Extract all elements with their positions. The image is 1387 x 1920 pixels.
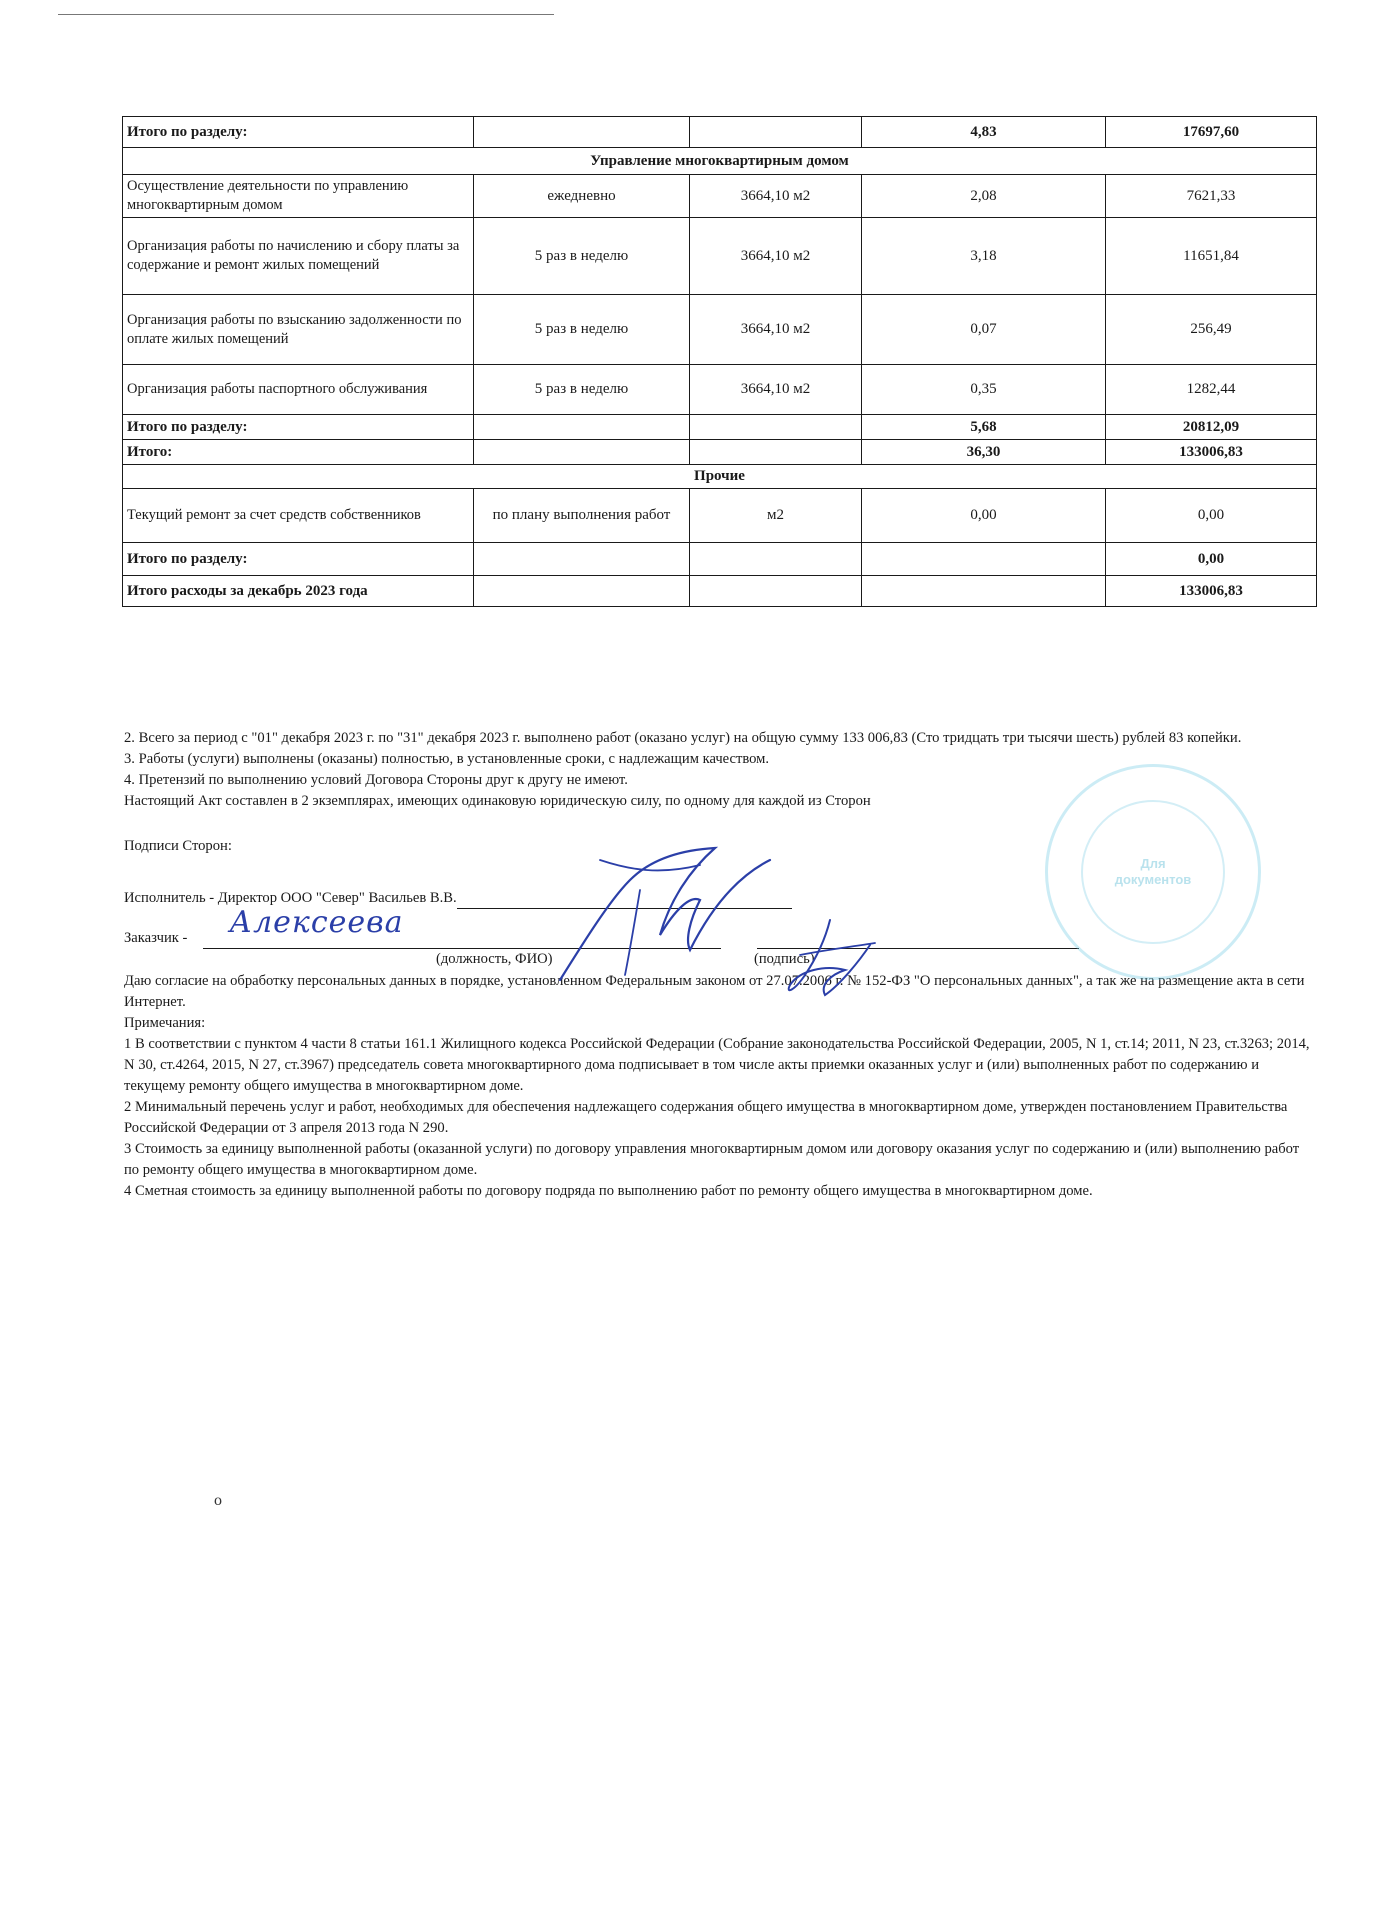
rate-cell [862,543,1106,576]
work-name-cell: Итого по разделу: [123,117,474,148]
note-2: 2 Минимальный перечень услуг и работ, необходимых для обеспечения надлежащего содержания общего имущества в многоквартирном доме, утвержден постановлением Правительства Российской Федерации от 3 апреля 2013 года N 290. [124,1099,1288,1136]
table-row [123,489,1317,543]
section-header-row [123,148,1317,175]
work-name-cell: Итого по разделу: [123,543,474,576]
area-cell [690,543,862,576]
section-title: Прочие [123,465,1317,489]
amount-cell: 1282,44 [1106,365,1317,415]
stamp-inner-ring [1081,800,1225,944]
customer-signature-icon [770,915,880,1005]
top-rule [58,14,554,15]
executor-label: Исполнитель - Директор ООО "Север" Васильев В.В. [124,890,457,906]
frequency-cell: 5 раз в неделю [474,295,690,365]
work-name-cell: Итого: [123,440,474,465]
frequency-cell: 5 раз в неделю [474,365,690,415]
position-caption: (должность, ФИО) [436,951,553,967]
rate-cell [862,576,1106,607]
frequency-cell [474,440,690,465]
executor-signature-icon [540,840,790,990]
note-1: 1 В соответствии с пунктом 4 части 8 статьи 161.1 Жилищного кодекса Российской Федерации (Собрание законодательства Российской Федерации, 2005, N 1, ст.14; 2011, N 23, ст.3263; 2014, N 30, ст.4264, 2015, N 27, ст.3967) председатель совета многоквартирного дома подписывает в том числе акты приемки оказанных услуг и (или) выполненных работ по содержанию и текущему ремонту общего имущества в многоквартирном доме. [124,1036,1310,1094]
paragraph-no-claims: 4. Претензий по выполнению условий Договора Стороны друг к другу не имеют. [124,772,628,788]
customer-label: Заказчик - [124,930,188,946]
frequency-cell [474,415,690,440]
amount-cell: 0,00 [1106,489,1317,543]
total-row [123,543,1317,576]
total-row [123,415,1317,440]
paragraph-copies: Настоящий Акт составлен в 2 экземплярах, имеющих одинаковую юридическую силу, по одному для каждой из Сторон [124,793,871,809]
rate-cell: 3,18 [862,218,1106,295]
area-cell [690,576,862,607]
amount-cell: 17697,60 [1106,117,1317,148]
rate-cell: 5,68 [862,415,1106,440]
amount-cell: 20812,09 [1106,415,1317,440]
work-name-cell: Итого по разделу: [123,415,474,440]
work-name-cell: Осуществление деятельности по управлению многоквартирным домом [123,175,474,218]
amount-cell: 0,00 [1106,543,1317,576]
total-row [123,440,1317,465]
signatures-heading: Подписи Сторон: [124,838,232,854]
customer-handwritten-name: Алексеева [229,905,404,940]
rate-cell: 4,83 [862,117,1106,148]
rate-cell: 0,00 [862,489,1106,543]
work-name-cell: Текущий ремонт за счет средств собственников [123,489,474,543]
paragraph-total-sum: 2. Всего за период с "01" декабря 2023 г. по "31" декабря 2023 г. выполнено работ (оказано услуг) на общую сумму 133 006,83 (Сто тридцать три тысячи шесть) рублей 83 копейки. [124,730,1242,746]
total-row [123,576,1317,607]
area-cell [690,440,862,465]
work-name-cell: Организация работы по начислению и сбору платы за содержание и ремонт жилых помещений [123,218,474,295]
rate-cell: 0,07 [862,295,1106,365]
frequency-cell: ежедневно [474,175,690,218]
area-cell: 3664,10 м2 [690,218,862,295]
rate-cell: 2,08 [862,175,1106,218]
table-row [123,365,1317,415]
work-name-cell: Итого расходы за декабрь 2023 года [123,576,474,607]
consent-text: Даю согласие на обработку персональных данных в порядке, установленном Федеральным законом от 27.07.2006 г. № 152-ФЗ "О персональных данных", а так же на размещение акта в сети Интернет. [124,973,1305,1010]
area-cell [690,415,862,440]
notes-heading: Примечания: [124,1015,206,1031]
frequency-cell [474,543,690,576]
frequency-cell [474,576,690,607]
frequency-cell: по плану выполнения работ [474,489,690,543]
note-3: 3 Стоимость за единицу выполненной работы (оказанной услуги) по договору управления многоквартирным домом или договору оказания услуг по содержанию и (или) выполнению работ по ремонту общего имущества в многоквартирном доме. [124,1141,1300,1178]
amount-cell: 133006,83 [1106,440,1317,465]
frequency-cell [474,117,690,148]
rate-cell: 0,35 [862,365,1106,415]
amount-cell: 7621,33 [1106,175,1317,218]
area-cell: м2 [690,489,862,543]
note-4: 4 Сметная стоимость за единицу выполненной работы по договору подряда по выполнению работ по ремонту общего имущества в многоквартирном доме. [124,1183,1093,1199]
total-row [123,117,1317,148]
area-cell [690,117,862,148]
stray-mark: о [214,1492,222,1509]
stamp-seal [1045,764,1261,980]
work-name-cell: Организация работы по взысканию задолженности по оплате жилых помещений [123,295,474,365]
works-table [122,116,1317,607]
amount-cell: 133006,83 [1106,576,1317,607]
area-cell: 3664,10 м2 [690,365,862,415]
table-row [123,295,1317,365]
amount-cell: 11651,84 [1106,218,1317,295]
area-cell: 3664,10 м2 [690,295,862,365]
area-cell: 3664,10 м2 [690,175,862,218]
rate-cell: 36,30 [862,440,1106,465]
stamp-text-1: Для [1140,856,1166,871]
frequency-cell: 5 раз в неделю [474,218,690,295]
stamp-text-2: документов [1114,872,1192,887]
signature-caption: (подпись) [754,951,815,967]
table-row [123,218,1317,295]
section-header-row [123,465,1317,489]
section-title: Управление многоквартирным домом [123,148,1317,175]
amount-cell: 256,49 [1106,295,1317,365]
paragraph-quality: 3. Работы (услуги) выполнены (оказаны) полностью, в установленные сроки, с надлежащим качеством. [124,751,770,767]
work-name-cell: Организация работы паспортного обслуживания [123,365,474,415]
table-row [123,175,1317,218]
